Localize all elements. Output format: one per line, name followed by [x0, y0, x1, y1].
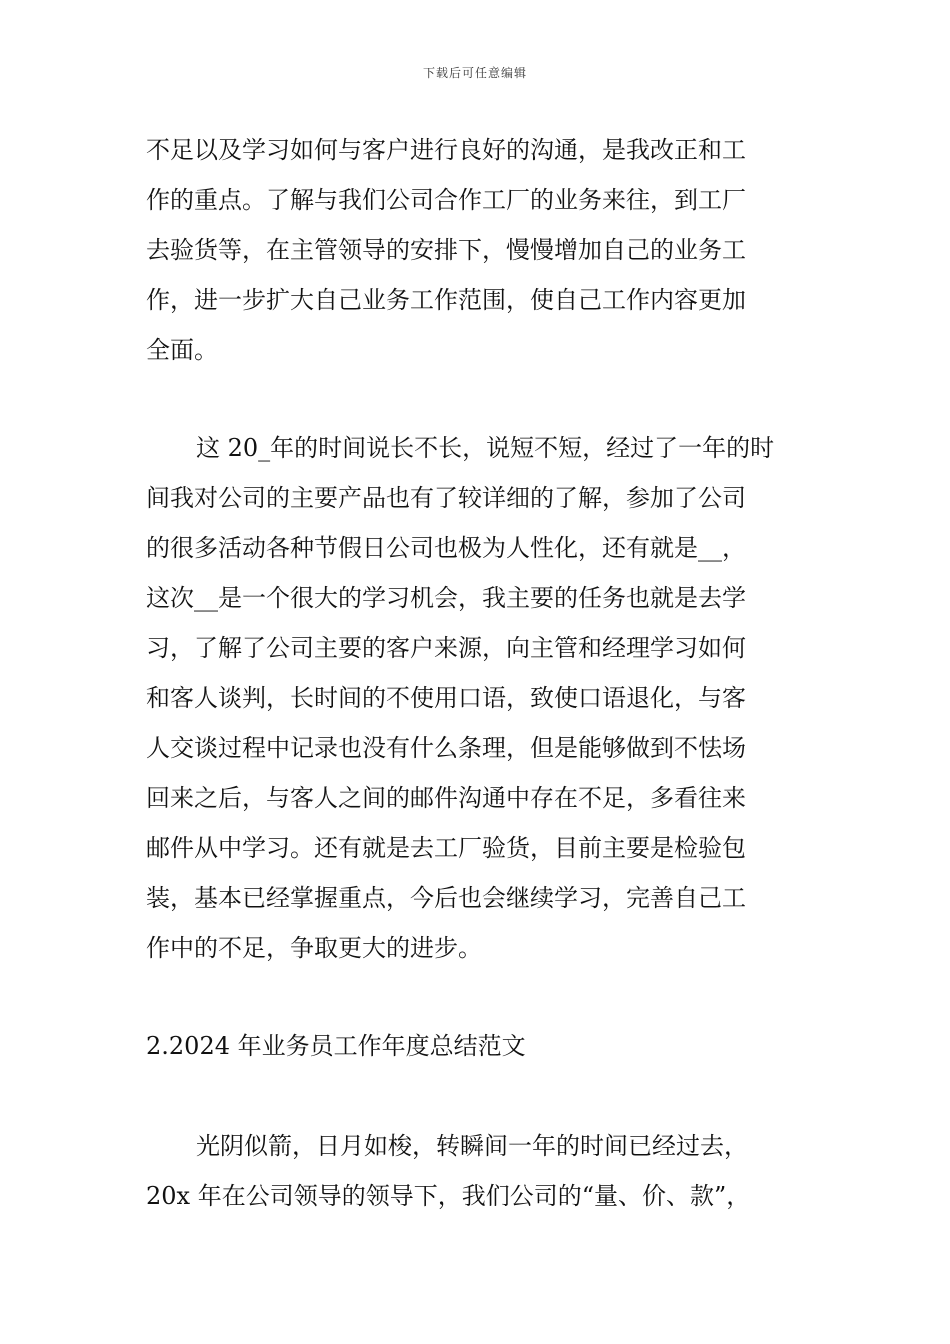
paragraph-2-line-7: 人交谈过程中记录也没有什么条理，但是能够做到不怯场 — [146, 734, 746, 762]
section-heading: 2.2024 年业务员工作年度总结范文 — [146, 1032, 526, 1060]
paragraph-1-line-1: 不足以及学习如何与客户进行良好的沟通，是我改正和工 — [146, 136, 746, 164]
paragraph-2-line-11: 作中的不足，争取更大的进步。 — [146, 934, 482, 962]
paragraph-2-line-1: 这 20_年的时间说长不长，说短不短，经过了一年的时 — [196, 434, 775, 462]
paragraph-2-line-5: 习，了解了公司主要的客户来源，向主管和经理学习如何 — [146, 634, 746, 662]
paragraph-2-line-2: 间我对公司的主要产品也有了较详细的了解，参加了公司 — [146, 484, 746, 512]
paragraph-3-line-2: 20x 年在公司领导的领导下，我们公司的“量、价、款”， — [146, 1182, 751, 1210]
paragraph-1-line-4: 作，进一步扩大自己业务工作范围，使自己工作内容更加 — [146, 286, 746, 314]
paragraph-2-line-4: 这次__是一个很大的学习机会，我主要的任务也就是去学 — [146, 584, 746, 612]
page-header-note: 下载后可任意编辑 — [422, 66, 527, 80]
paragraph-1-line-3: 去验货等，在主管领导的安排下，慢慢增加自己的业务工 — [146, 236, 746, 264]
paragraph-3-line-1: 光阴似箭，日月如梭，转瞬间一年的时间已经过去， — [196, 1132, 748, 1160]
paragraph-2-line-9: 邮件从中学习。还有就是去工厂验货，目前主要是检验包 — [146, 834, 746, 862]
paragraph-2-line-8: 回来之后，与客人之间的邮件沟通中存在不足，多看往来 — [146, 784, 746, 812]
paragraph-2-line-3: 的很多活动各种节假日公司也极为人性化，还有就是__， — [146, 534, 746, 562]
paragraph-2-line-6: 和客人谈判，长时间的不使用口语，致使口语退化，与客 — [146, 684, 746, 712]
paragraph-1-line-2: 作的重点。了解与我们公司合作工厂的业务来往，到工厂 — [146, 186, 746, 214]
paragraph-2-line-10: 装，基本已经掌握重点，今后也会继续学习，完善自己工 — [146, 884, 746, 912]
paragraph-1-line-5: 全面。 — [146, 336, 218, 364]
